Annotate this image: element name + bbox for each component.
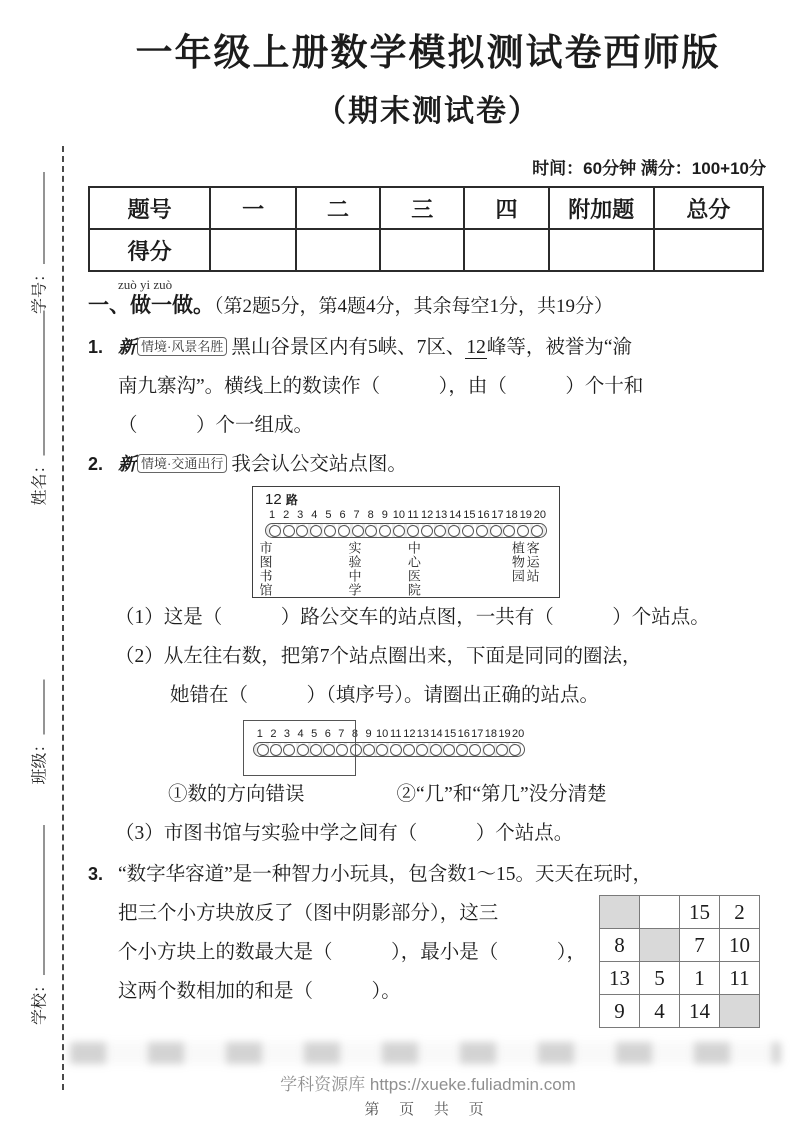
sidebar-field-name	[27, 310, 50, 505]
question-2	[88, 445, 768, 853]
fold-dashed-line	[62, 146, 64, 1090]
q2-sub-question-2b: 她错在（ ）（填序号）。请圈出正确的站点。	[170, 685, 600, 706]
stop-circle	[469, 744, 482, 756]
stop-number: 8	[351, 728, 359, 740]
q3-line-1-text: “数字华容道”是一种智力小玩具，包含数1～15。天天在玩时，	[118, 864, 653, 885]
option-2: ②“几”和“第几”没分清楚	[396, 784, 607, 805]
q3-line-2: 把三个小方块放反了（图中阴影部分），这三	[118, 903, 499, 924]
option-1: ①数的方向错误	[168, 784, 305, 805]
score-empty-cell	[654, 229, 763, 271]
stop-number: 9	[365, 728, 372, 740]
stop-circle	[362, 744, 375, 756]
station-name: 实验中学	[346, 541, 362, 597]
q1-text-b: 峰等，被誉为“渝	[486, 337, 633, 358]
stop-circle	[530, 525, 544, 537]
puzzle-cell: 5	[640, 962, 680, 995]
stop-circle	[337, 525, 351, 537]
stop-number: 3	[283, 728, 291, 740]
score-table-header-cell: 总分	[654, 187, 763, 229]
pinyin-annotation: zuò yi zuò	[118, 277, 173, 292]
score-table-header-cell: 四	[464, 187, 548, 229]
score-label-cell: 得分	[89, 229, 210, 271]
q2-intro-line	[88, 445, 768, 484]
section-heading	[88, 278, 768, 322]
school-blank-line	[40, 825, 45, 975]
wrong-circle-rectangle	[243, 720, 356, 776]
puzzle-cell	[600, 896, 640, 929]
puzzle-cell: 13	[600, 962, 640, 995]
q2-sub-question-1: （1）这是（ ）路公交车的站点图，一共有（ ）个站点。	[115, 607, 710, 628]
stop-circle	[392, 525, 406, 537]
stop-number: 18	[505, 509, 518, 521]
stop-circle	[455, 744, 468, 756]
score-table-header-row	[89, 187, 763, 229]
puzzle-cell	[720, 995, 760, 1028]
stop-number: 5	[311, 728, 318, 740]
page-subtitle: （期末测试卷）	[316, 95, 540, 128]
score-table-header-cell: 二	[296, 187, 380, 229]
stop-number: 12	[420, 509, 434, 521]
route-number: 12	[265, 491, 282, 508]
q1-line-2: 南九寨沟”。横线上的数读作（ ），由（ ）个十和	[118, 376, 644, 397]
bus-route-map	[252, 486, 560, 598]
puzzle-cell: 9	[600, 995, 640, 1028]
puzzle-cell	[640, 896, 680, 929]
bus-strip-1-capsule	[265, 523, 547, 538]
school-label: 学校：	[31, 976, 49, 1026]
student-circled-strip	[253, 727, 525, 775]
page-footer	[88, 1070, 768, 1119]
class-blank-line	[40, 679, 45, 734]
context-badge-transport: 情境·交通出行	[137, 454, 227, 473]
stop-number: 8	[367, 509, 374, 521]
puzzle-cell: 14	[680, 995, 720, 1028]
page-title: 一年级上册数学模拟测试卷西师版	[135, 32, 721, 73]
faded-next-row-artifact	[70, 1042, 781, 1064]
stop-number: 19	[519, 509, 532, 521]
stop-number: 3	[297, 509, 304, 521]
stop-number: 9	[381, 509, 388, 521]
stop-circle	[475, 525, 489, 537]
puzzle-cell	[640, 929, 680, 962]
q2-intro-text: 我会认公交站点图。	[231, 454, 407, 475]
student-number-blank-line	[40, 172, 45, 264]
puzzle-cell: 1	[680, 962, 720, 995]
puzzle-cell: 7	[680, 929, 720, 962]
name-label: 姓名：	[31, 457, 49, 506]
score-table-score-row	[89, 229, 763, 271]
stop-number: 6	[339, 509, 346, 521]
stop-number: 11	[390, 728, 402, 740]
stop-number: 7	[353, 509, 360, 521]
puzzle-cell: 2	[720, 896, 760, 929]
stop-number: 2	[283, 509, 290, 521]
q3-line-1	[88, 855, 768, 894]
route-suffix: 路	[285, 493, 298, 507]
station-name: 中心医院	[405, 541, 421, 597]
station-name: 客运站	[524, 541, 540, 583]
stop-number: 11	[407, 509, 419, 521]
puzzle-grid	[599, 895, 760, 1028]
stop-circle	[282, 525, 296, 537]
stop-circle	[461, 525, 475, 537]
score-table-header-cell: 三	[380, 187, 464, 229]
stop-number: 16	[457, 728, 470, 740]
stop-number: 15	[443, 728, 457, 740]
stop-number: 2	[270, 728, 277, 740]
stop-number: 13	[435, 509, 448, 521]
stop-number: 13	[416, 728, 430, 740]
sidebar-field-class	[27, 679, 50, 784]
stop-number: 15	[463, 509, 476, 521]
stop-number: 16	[477, 509, 490, 521]
q1-text-a: 黑山谷景区内有5峡、7区、	[231, 337, 466, 358]
stop-circle	[376, 744, 389, 756]
footer-page-numbers: 第 页 共 页	[364, 1102, 492, 1118]
stop-number: 18	[484, 728, 498, 740]
puzzle-row	[600, 929, 760, 962]
question-1	[88, 328, 768, 445]
stop-circle	[268, 525, 282, 537]
exam-meta: 时间：60分钟 满分：100+10分	[532, 159, 766, 178]
stop-circle	[389, 744, 402, 756]
student-number-label: 学号：	[31, 265, 49, 315]
q3-line-4: 这两个数相加的和是（ ）。	[118, 981, 401, 1002]
stop-circle	[416, 744, 429, 756]
stop-circle	[447, 525, 461, 537]
q1-line-3: （ ）个一组成。	[118, 415, 314, 436]
stop-circle	[503, 525, 517, 537]
sidebar-field-school	[27, 825, 50, 1025]
new-context-badge-prefix: 新	[118, 337, 136, 357]
stop-circle	[495, 744, 508, 756]
puzzle-row	[600, 896, 760, 929]
stop-number: 4	[297, 728, 304, 740]
stop-circle	[309, 525, 323, 537]
stop-number: 19	[498, 728, 511, 740]
q1-underlined-number: 12	[466, 337, 486, 358]
stop-circle	[489, 525, 503, 537]
stop-circle	[434, 525, 448, 537]
q2-number: 2.	[88, 454, 104, 474]
context-badge-scenic: 情境·风景名胜	[137, 337, 227, 356]
stop-number: 17	[491, 509, 504, 521]
station-name: 市图书馆	[257, 541, 273, 597]
score-empty-cell	[210, 229, 296, 271]
name-blank-line	[40, 310, 45, 455]
puzzle-grid-body	[600, 896, 760, 1028]
stop-circle	[482, 744, 495, 756]
q2-sub-question-2a: （2）从左往右数，把第7个站点圈出来，下面是同同的圈法，	[115, 646, 642, 667]
station-name: 植物园	[509, 541, 525, 583]
puzzle-cell: 4	[640, 995, 680, 1028]
stop-number: 6	[324, 728, 331, 740]
stop-number: 5	[325, 509, 332, 521]
stop-number: 17	[471, 728, 484, 740]
puzzle-row	[600, 962, 760, 995]
question-3	[88, 855, 768, 1023]
score-empty-cell	[296, 229, 380, 271]
score-empty-cell	[549, 229, 654, 271]
puzzle-cell: 15	[680, 896, 720, 929]
stop-circle	[402, 744, 415, 756]
stop-circle	[429, 744, 442, 756]
main-content	[88, 0, 768, 1023]
score-table-header-cell: 一	[210, 187, 296, 229]
stop-number: 12	[403, 728, 416, 740]
stop-number: 20	[533, 509, 546, 521]
score-table-header-cell: 附加题	[549, 187, 654, 229]
footer-source-link: 学科资源库 https://xueke.fuliadmin.com	[280, 1075, 576, 1094]
stop-circle	[351, 525, 365, 537]
score-table-header-cell: 题号	[89, 187, 210, 229]
stop-circle	[509, 744, 522, 756]
stop-number: 1	[256, 728, 263, 740]
stop-number: 4	[311, 509, 318, 521]
stop-circle	[442, 744, 455, 756]
stop-number: 14	[449, 509, 462, 521]
bus-stations	[257, 541, 547, 603]
q2-sub-question-3: （3）市图书馆与实验中学之间有（ ）个站点。	[115, 823, 574, 844]
stop-number: 1	[268, 509, 276, 521]
stop-circle	[406, 525, 420, 537]
sidebar-field-student-number	[27, 172, 50, 314]
class-label: 班级：	[31, 736, 49, 785]
q3-line-3: 个小方块上的数最大是（ ），最小是（ ），	[118, 942, 587, 963]
section-note: （第2题5分，第4题4分，其余每空1分，共19分）	[214, 296, 614, 317]
stop-circle	[516, 525, 530, 537]
stop-circle	[365, 525, 379, 537]
q1-number: 1.	[88, 337, 104, 357]
bus-strip-1	[265, 508, 547, 538]
puzzle-cell: 10	[720, 929, 760, 962]
score-empty-cell	[464, 229, 548, 271]
stop-circle	[296, 525, 310, 537]
section-title: 一、做一做。	[88, 294, 214, 317]
stop-circle	[378, 525, 392, 537]
stop-circle	[420, 525, 434, 537]
section-title-line	[88, 292, 768, 322]
stop-number: 20	[511, 728, 525, 740]
q3-number: 3.	[88, 864, 104, 884]
puzzle-row	[600, 995, 760, 1028]
stop-number: 10	[376, 728, 389, 740]
stop-number: 14	[430, 728, 443, 740]
bus-strip-1-numbers	[265, 508, 547, 522]
score-table	[88, 186, 764, 272]
new-context-badge-prefix-2: 新	[118, 454, 136, 474]
stop-circle	[323, 525, 337, 537]
stop-number: 10	[392, 509, 406, 521]
q1-line-1	[88, 328, 768, 367]
q2-options-row	[168, 775, 768, 814]
score-empty-cell	[380, 229, 464, 271]
puzzle-cell: 11	[720, 962, 760, 995]
route-label	[265, 491, 547, 508]
puzzle-cell: 8	[600, 929, 640, 962]
stop-number: 7	[338, 728, 345, 740]
